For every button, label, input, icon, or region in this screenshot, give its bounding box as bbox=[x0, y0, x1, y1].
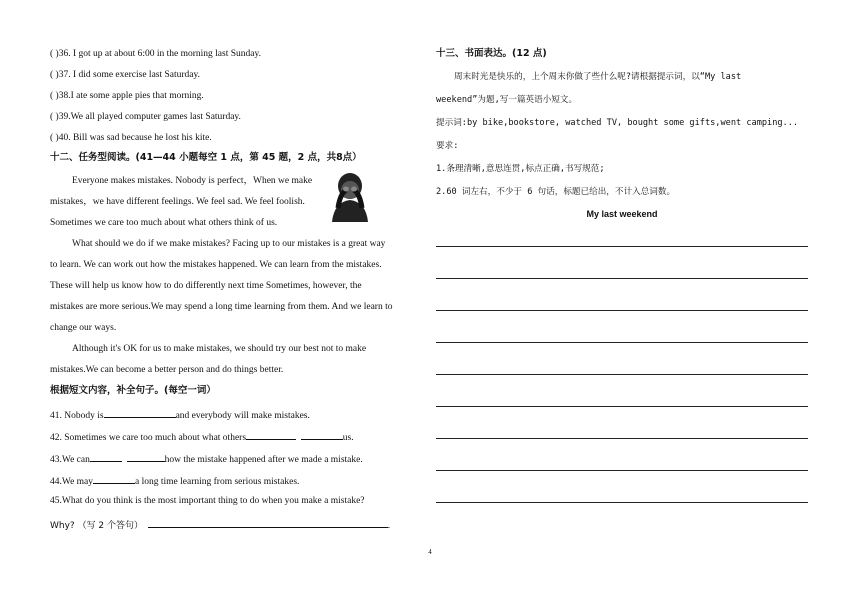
question-41 bbox=[50, 407, 310, 422]
question-36: ( )36. I got up at about 6:00 in the morning last Sunday. bbox=[50, 49, 261, 59]
passage-p2-line2: to learn. We can work out how the mistakes happened. We can learn from the mistakes. bbox=[50, 260, 382, 270]
question-40: ( )40. Bill was sad because he lost his kite. bbox=[50, 133, 212, 143]
question-39: ( )39.We all played computer games last Saturday. bbox=[50, 112, 241, 122]
q43-blank-1[interactable] bbox=[90, 451, 122, 462]
writing-line[interactable] bbox=[436, 310, 808, 311]
why-end-mark: . bbox=[387, 521, 391, 531]
question-45-why bbox=[50, 517, 390, 532]
question-45: 45.What do you think is the most important thing to do when you make a mistake? bbox=[50, 496, 365, 506]
question-37: ( )37. I did some exercise last Saturday. bbox=[50, 70, 201, 80]
passage-p1-line1: Everyone makes mistakes. Nobody is perfect，When we make bbox=[72, 176, 313, 186]
writing-line[interactable] bbox=[436, 406, 808, 407]
q43-prefix: 43.We can bbox=[50, 455, 90, 465]
writing-line[interactable] bbox=[436, 470, 808, 471]
writing-prompt-line1: 周末时光是快乐的，上个周末你做了些什么呢?请根据提示词，以“My last bbox=[454, 72, 742, 82]
q42-prefix: 42. Sometimes we care too much about what others bbox=[50, 433, 247, 443]
writing-line[interactable] bbox=[436, 246, 808, 247]
passage-p1-line3: Sometimes we care too much about what others think of us. bbox=[50, 218, 278, 228]
passage-p3-line2: mistakes.We can become a better person and do things better. bbox=[50, 365, 284, 375]
passage-p3-line1: Although it's OK for us to make mistakes, we should try our best not to make bbox=[72, 344, 367, 354]
hint-words: 提示词:by bike,bookstore, watched TV, bought some gifts,went camping... bbox=[436, 118, 799, 128]
q44-suffix: a long time learning from serious mistakes. bbox=[135, 477, 300, 487]
q42-blank-2[interactable] bbox=[301, 429, 343, 440]
section-13-title: 十三、书面表达。(12 点) bbox=[436, 48, 547, 59]
q44-blank[interactable] bbox=[93, 473, 135, 484]
essay-title: My last weekend bbox=[586, 209, 658, 219]
page-number: 4 bbox=[428, 548, 432, 556]
question-43 bbox=[50, 451, 363, 466]
why-answer-line[interactable] bbox=[148, 517, 388, 528]
passage-p1-line2: mistakes，we have different feelings. We feel sad. We feel foolish. bbox=[50, 197, 305, 207]
requirement-1: 1.条理清晰,意思连贯,标点正确,书写规范; bbox=[436, 164, 605, 174]
q41-suffix: and everybody will make mistakes. bbox=[175, 411, 310, 421]
q44-prefix: 44.We may bbox=[50, 477, 94, 487]
writing-line[interactable] bbox=[436, 278, 808, 279]
q41-prefix: 41. Nobody is bbox=[50, 411, 104, 421]
passage-p2-line3: These will help us know how to do differently next time Sometimes, however, the bbox=[50, 281, 362, 291]
question-38: ( )38.I ate some apple pies that morning. bbox=[50, 91, 204, 101]
q42-suffix: us. bbox=[342, 433, 354, 443]
passage-p2-line4: mistakes are more serious.We may spend a long time learning from them. And we learn to bbox=[50, 302, 393, 312]
writing-prompt-line2: weekend”为题,写一篇英语小短文。 bbox=[436, 95, 578, 105]
q42-blank-1[interactable] bbox=[246, 429, 296, 440]
requirement-2: 2.60 词左右，不少于 6 句话，标题已给出，不计入总词数。 bbox=[436, 187, 676, 197]
section-12-title: 十二、任务型阅读。(41—44 小题每空 1 点，第 45 题，2 点，共8点） bbox=[50, 152, 362, 163]
why-prompt: Why? （写 2 个答句） bbox=[50, 521, 144, 531]
question-42 bbox=[50, 429, 354, 444]
crying-child-illustration bbox=[326, 168, 374, 222]
instruction: 根据短文内容，补全句子。(每空一词） bbox=[50, 385, 216, 396]
q43-suffix: how the mistake happened after we made a mistake. bbox=[164, 455, 363, 465]
writing-line[interactable] bbox=[436, 342, 808, 343]
q41-blank[interactable] bbox=[104, 407, 176, 418]
writing-line[interactable] bbox=[436, 502, 808, 503]
passage-p2-line5: change our ways. bbox=[50, 323, 117, 333]
writing-line[interactable] bbox=[436, 438, 808, 439]
requirements-title: 要求: bbox=[436, 141, 459, 151]
writing-line[interactable] bbox=[436, 374, 808, 375]
q43-blank-2[interactable] bbox=[127, 451, 165, 462]
question-44 bbox=[50, 473, 299, 488]
passage-p2-line1: What should we do if we make mistakes? Facing up to our mistakes is a great way bbox=[72, 239, 386, 249]
